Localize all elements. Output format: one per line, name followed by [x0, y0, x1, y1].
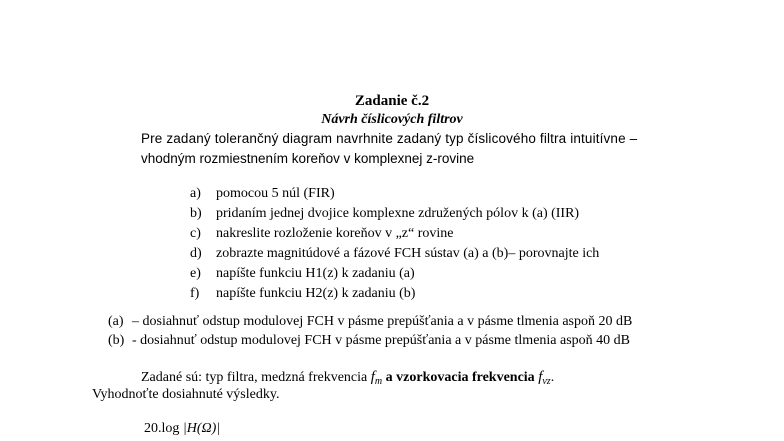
given-parameters: [141, 369, 554, 387]
requirement-text: - dosiahnuť odstup modulovej FCH v pásme prepúšťania a v pásme tlmenia aspoň 40 dB: [132, 333, 631, 348]
requirement-marker: (a): [108, 314, 124, 329]
requirement-a: [108, 314, 632, 330]
list-item-text: zobrazte magnitúdové a fázové FCH sústav (a) a (b)– porovnajte ich: [216, 246, 600, 261]
magnitude-formula: [144, 421, 220, 437]
given-text-c: .: [550, 370, 555, 385]
list-item: [190, 244, 599, 264]
given-text-b: a vzorkovacia frekvencia: [382, 370, 539, 385]
intro-line-2: vhodným rozmiestnením koreňov v komplexnej z-rovine: [141, 151, 475, 166]
list-item-text: napíšte funkciu H1(z) k zadaniu (a): [216, 266, 415, 281]
list-item: [190, 184, 599, 204]
list-item: [190, 204, 599, 224]
intro-line-1: Pre zadaný tolerančný diagram navrhnite zadaný typ číslicového filtra intuitívne –: [141, 131, 638, 146]
list-item-text: nakreslite rozloženie koreňov v „z“ rovine: [216, 226, 454, 241]
fvz-symbol: f: [538, 369, 543, 385]
formula-prefix: 20.log: [144, 421, 183, 436]
fm-subscript: m: [374, 376, 383, 387]
list-marker: f): [190, 286, 200, 301]
assignment-subtitle: Návrh číslicových filtrov: [321, 112, 463, 127]
list-item: [190, 284, 599, 304]
list-item-text: napíšte funkciu H2(z) k zadaniu (b): [216, 286, 416, 301]
formula-expression: |H(Ω)|: [182, 421, 221, 436]
given-text-a: Zadané sú: typ filtra, medzná frekvencia: [141, 370, 371, 385]
list-marker: a): [190, 186, 201, 201]
list-item-text: pridaním jednej dvojice komplexne združených pólov k (a) (IIR): [216, 206, 580, 221]
list-marker: c): [190, 226, 201, 241]
assignment-title: Zadanie č.2: [354, 93, 430, 109]
list-item: [190, 264, 599, 284]
requirement-text: – dosiahnuť odstup modulovej FCH v pásme prepúšťania a v pásme tlmenia aspoň 20 dB: [132, 314, 633, 329]
task-list: [190, 184, 599, 304]
list-item: [190, 224, 599, 244]
evaluate-results-text: Vyhodnoťte dosiahnuté výsledky.: [92, 387, 280, 402]
list-item-text: pomocou 5 núl (FIR): [216, 186, 335, 201]
list-marker: d): [190, 246, 202, 261]
list-marker: b): [190, 206, 202, 221]
requirement-marker: (b): [108, 333, 125, 348]
requirement-b: [108, 333, 630, 349]
fm-symbol: f: [370, 369, 375, 385]
fvz-subscript: vz: [542, 376, 551, 387]
list-marker: e): [190, 266, 201, 281]
